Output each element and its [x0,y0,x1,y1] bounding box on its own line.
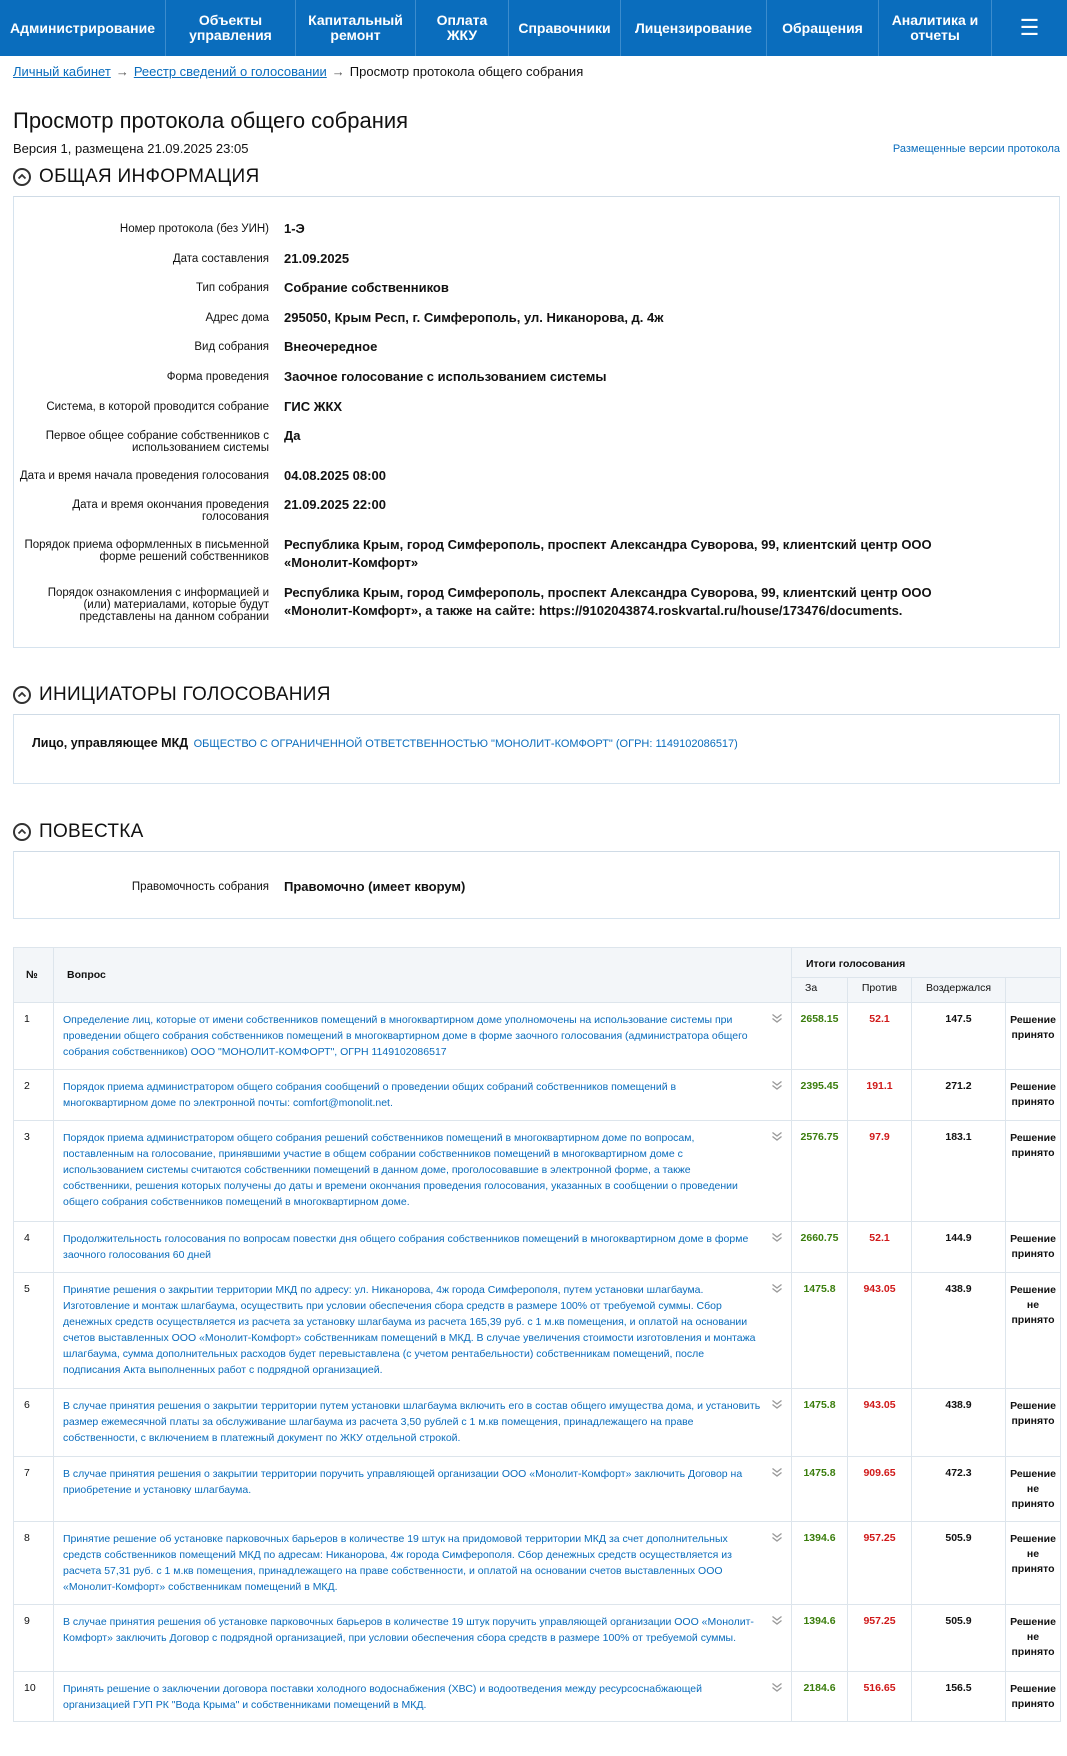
votes-against: 943.05 [848,1389,912,1457]
field-label: Первое общее собрание собственников с использованием системы [45,430,269,454]
votes-for: 2395.45 [792,1070,848,1121]
expand-chevron-icon[interactable] [771,1282,783,1294]
decision-status: Решение принято [1006,1672,1061,1722]
votes-against: 191.1 [848,1070,912,1121]
menu-icon[interactable]: ☰ [1019,15,1040,40]
field-label: Адрес дома [205,312,269,324]
breadcrumb-arrow-icon: → [115,64,129,79]
nav-item-capital-repair[interactable]: Капитальный ремонт [296,0,416,56]
votes-for: 2576.75 [792,1121,848,1222]
table-row [14,1672,1061,1722]
col-result-header [1006,978,1061,1003]
expand-chevron-icon[interactable] [771,1531,783,1543]
breadcrumb-arrow-icon: → [331,64,345,79]
field-value: ГИС ЖКХ [284,399,343,414]
question-link[interactable] [54,1522,792,1605]
table-row [14,1273,1061,1389]
collapse-icon[interactable] [13,686,31,704]
question-link[interactable] [54,1222,792,1273]
votes-abstain: 438.9 [912,1389,1006,1457]
field-value: Республика Крым, город Симферополь, проспект Александра Суворова, 99, клиентский центр ООО «Монолит-Комфорт» [284,537,932,570]
question-link[interactable] [54,1457,792,1522]
field-label: Вид собрания [194,341,269,353]
agenda-legitimacy-panel [13,851,1060,919]
table-row [14,1457,1061,1522]
votes-abstain: 505.9 [912,1605,1006,1672]
breadcrumb-current: Просмотр протокола общего собрания [349,64,584,79]
expand-chevron-icon[interactable] [771,1398,783,1410]
votes-against: 909.65 [848,1457,912,1522]
nav-item-references[interactable]: Справочники [509,0,621,56]
section-agenda-title [13,821,144,843]
question-link[interactable] [54,1672,792,1722]
expand-chevron-icon[interactable] [771,1012,783,1024]
question-text: В случае принятия решения об установке парковочных барьеров в количестве 19 штук поручить управляющей организации ООО «Монолит-Комфорт» заключить Договор с подрядной организацией, при условии обеспечения сбора средств в размере 100% от требуемой суммы. [63,1616,754,1644]
section-general-label: ОБЩАЯ ИНФОРМАЦИЯ [39,166,260,187]
field-label: Порядок приема оформленных в письменной форме решений собственников [24,539,269,563]
nav-item-objects[interactable]: Объекты управления [166,0,296,56]
agenda-table [13,947,1061,1722]
field-label: Дата и время начала проведения голосования [19,470,269,482]
col-num-header: № [14,948,54,1003]
versions-link[interactable]: Размещенные версии протокола [892,143,1060,155]
votes-against: 97.9 [848,1121,912,1222]
votes-for: 1475.8 [792,1389,848,1457]
row-num: 10 [14,1672,54,1722]
field-value: Внеочередное [284,339,378,354]
question-link[interactable] [54,1389,792,1457]
collapse-icon[interactable] [13,168,31,186]
field-value: 21.09.2025 [284,251,350,266]
votes-for: 2660.75 [792,1222,848,1273]
nav-item-admin[interactable]: Администрирование [0,0,166,56]
votes-against: 957.25 [848,1522,912,1605]
row-num: 3 [14,1121,54,1222]
question-link[interactable] [54,1070,792,1121]
row-num: 5 [14,1273,54,1389]
votes-for: 1475.8 [792,1273,848,1389]
field-label: Система, в которой проводится собрание [46,401,269,413]
votes-abstain: 505.9 [912,1522,1006,1605]
collapse-icon[interactable] [13,823,31,841]
col-vozd-header: Воздержался [912,978,1006,1003]
question-link[interactable] [54,1003,792,1070]
votes-against: 943.05 [848,1273,912,1389]
votes-against: 957.25 [848,1605,912,1672]
version-info: Версия 1, размещена 21.09.2025 23:05 [13,141,249,156]
votes-for: 1394.6 [792,1522,848,1605]
initiator-label: Лицо, управляющее МКД [32,736,189,750]
nav-item-licensing[interactable]: Лицензирование [621,0,767,56]
row-num: 8 [14,1522,54,1605]
question-text: Продолжительность голосования по вопросам повестки дня общего собрания собственников помещений в многоквартирном доме в форме заочного голосования 60 дней [63,1233,749,1261]
votes-against: 52.1 [848,1222,912,1273]
votes-for: 2658.15 [792,1003,848,1070]
expand-chevron-icon[interactable] [771,1614,783,1626]
field-value: 1-Э [284,221,305,236]
row-num: 6 [14,1389,54,1457]
table-row [14,1605,1061,1672]
row-num: 9 [14,1605,54,1672]
question-text: Принять решение о заключении договора поставки холодного водоснабжения (ХВС) и водоотведения между ресурсоснабжающей организацией ГУП РК "Вода Крыма" и собственниками помещений в МКД. [63,1683,702,1711]
page-title: Просмотр протокола общего собрания [13,108,409,133]
field-value: Собрание собственников [284,280,449,295]
decision-status: Решение не принято [1006,1605,1061,1672]
votes-for: 1394.6 [792,1605,848,1672]
table-row [14,1070,1061,1121]
col-za-header: За [792,978,848,1003]
question-text: Порядок приема администратором общего собрания сообщений о проведении общих собраний собственников помещений в многоквартирном доме по электронной почты: comfort@monolit.net. [63,1081,677,1109]
general-info-panel [13,196,1060,648]
votes-abstain: 144.9 [912,1222,1006,1273]
row-num: 1 [14,1003,54,1070]
votes-abstain: 271.2 [912,1070,1006,1121]
decision-status: Решение принято [1006,1121,1061,1222]
table-row [14,1121,1061,1222]
table-row [14,1522,1061,1605]
col-results-header: Итоги голосования [792,948,1061,978]
table-row [14,1222,1061,1273]
field-label: Дата и время окончания проведения голосования [72,499,269,523]
section-agenda-label: ПОВЕСТКА [39,821,144,842]
top-nav [0,0,1067,56]
decision-status: Решение принято [1006,1222,1061,1273]
field-label: Порядок ознакомления с информацией и (или) материалами, которые будут представлены на данном собрании [47,587,269,623]
field-value: Да [284,428,301,443]
expand-chevron-icon[interactable] [771,1466,783,1478]
breadcrumb [13,64,583,79]
question-link[interactable] [54,1121,792,1222]
field-value: 21.09.2025 22:00 [284,497,386,512]
question-text: В случае принятия решения о закрытии территории путем установки шлагбаума включить его в состав общего имущества дома, и установить размер ежемесячной платы за обслуживание шлагбаума из расчета 3,50 рублей с 1 м.кв помещения, принадлежащего на праве собственности, с включением в платежный документ по ЖКУ отдельной строкой. [63,1400,761,1444]
question-text: Принятие решения о закрытии территории МКД по адресу: ул. Никанорова, 4ж города Симферополя, путем установки шлагбаума. Изготовление и монтаж шлагбаума, осуществить при условии обеспечения сбора средств в размере 100% от требуемой суммы. Сбор денежных средств осуществляется из расчета за установку шлагбаума из расчета 165,39 руб. с 1 м.кв помещения, и оплатой на основании счетов выставленных ООО «Монолит-Комфорт» собственникам помещений в МКД. В случае увеличения стоимости изготовления и монтажа шлагбаума, сумма дополнительных расходов будет перевыставлена (с учетом рентабельности) собственникам помещений, после подписания Акта выполненных работ с подрядной организацией. [63,1284,756,1376]
question-link[interactable] [54,1605,792,1672]
votes-abstain: 147.5 [912,1003,1006,1070]
field-value: 295050, Крым Респ, г. Симферополь, ул. Никанорова, д. 4ж [284,310,664,325]
field-value: Правомочно (имеет кворум) [284,879,466,894]
question-text: Порядок приема администратором общего собрания решений собственников помещений в многоквартирном доме по вопросам, поставленным на голосование, принявшими участие в общем собрании собственников помещений в многоквартирном доме с использованием системы считаются собственники помещений в данном доме, проголосовавшие в электронной форме, а также собственники, решения которых получены до даты и времени окончания проведения голосования, указанных в сообщении о проведении общего собрания собственников помещений в многоквартирном доме. [63,1132,738,1208]
votes-for: 1475.8 [792,1457,848,1522]
decision-status: Решение принято [1006,1003,1061,1070]
initiator-org-link[interactable]: ОБЩЕСТВО С ОГРАНИЧЕННОЙ ОТВЕТСТВЕННОСТЬЮ "МОНОЛИТ-КОМФОРТ" (ОГРН: 1149102086517) [193,738,738,750]
row-num: 2 [14,1070,54,1121]
decision-status: Решение принято [1006,1070,1061,1121]
field-label: Форма проведения [166,371,269,383]
row-num: 4 [14,1222,54,1273]
col-question-header: Вопрос [54,948,792,1003]
votes-against: 52.1 [848,1003,912,1070]
expand-chevron-icon[interactable] [771,1130,783,1142]
field-label: Номер протокола (без УИН) [119,223,269,235]
question-link[interactable] [54,1273,792,1389]
decision-status: Решение не принято [1006,1273,1061,1389]
question-text: Принятие решение об установке парковочных барьеров в количестве 19 штук на придомовой территории МКД за счет дополнительных средств собственников помещений МКД по адресам: Никанорова, 4ж города Симферополя. Сбор денежных средств осуществляется из расчета 57,31 руб. с 1 м.кв помещения, принадлежащего на праве собственности, и оплатой на основании счетов выставленных ООО «Монолит-Комфорт» собственникам помещений в МКД. [63,1533,732,1593]
question-text: В случае принятия решения о закрытии территории поручить управляющей организации ООО «Монолит-Комфорт» заключить Договор на приобретение и установку шлагбаума. [63,1468,743,1496]
votes-abstain: 156.5 [912,1672,1006,1722]
table-row [14,1389,1061,1457]
section-initiators-label: ИНИЦИАТОРЫ ГОЛОСОВАНИЯ [39,684,331,705]
nav-item-payment[interactable]: Оплата ЖКУ [416,0,509,56]
expand-chevron-icon[interactable] [771,1231,783,1243]
breadcrumb-cabinet-link[interactable]: Личный кабинет [13,64,111,79]
question-text: Определение лиц, которые от имени собственников помещений в многоквартирном доме уполномочены на использование системы при проведении общего собрания собственников помещений в многоквартирном доме в форме заочного голосования (администратора общего собрания собственников) ООО "МОНОЛИТ-КОМФОРТ", ОГРН 1149102086517 [63,1014,748,1058]
section-general-title [13,166,260,188]
field-label: Тип собрания [195,282,269,294]
field-label: Дата составления [172,253,269,265]
col-protiv-header: Против [848,978,912,1003]
votes-abstain: 472.3 [912,1457,1006,1522]
breadcrumb-registry-link[interactable]: Реестр сведений о голосовании [133,64,327,79]
decision-status: Решение не принято [1006,1457,1061,1522]
expand-chevron-icon[interactable] [771,1079,783,1091]
nav-item-appeals[interactable]: Обращения [767,0,879,56]
decision-status: Решение принято [1006,1389,1061,1457]
votes-for: 2184.6 [792,1672,848,1722]
votes-abstain: 183.1 [912,1121,1006,1222]
expand-chevron-icon[interactable] [771,1681,783,1693]
decision-status: Решение не принято [1006,1522,1061,1605]
votes-abstain: 438.9 [912,1273,1006,1389]
field-value: 04.08.2025 08:00 [284,468,386,483]
section-initiators-title [13,684,331,706]
table-row [14,1003,1061,1070]
field-value: Заочное голосование с использованием системы [284,369,607,384]
row-num: 7 [14,1457,54,1522]
nav-item-analytics[interactable]: Аналитика и отчеты [879,0,992,56]
votes-against: 516.65 [848,1672,912,1722]
field-value: Республика Крым, город Симферополь, проспект Александра Суворова, 99, клиентский центр ООО «Монолит-Комфорт», а также на сайте: https://9102043874.roskvartal.ru/house/173476/documents. [284,585,932,618]
initiators-panel [13,714,1060,784]
field-label: Правомочность собрания [131,881,269,893]
